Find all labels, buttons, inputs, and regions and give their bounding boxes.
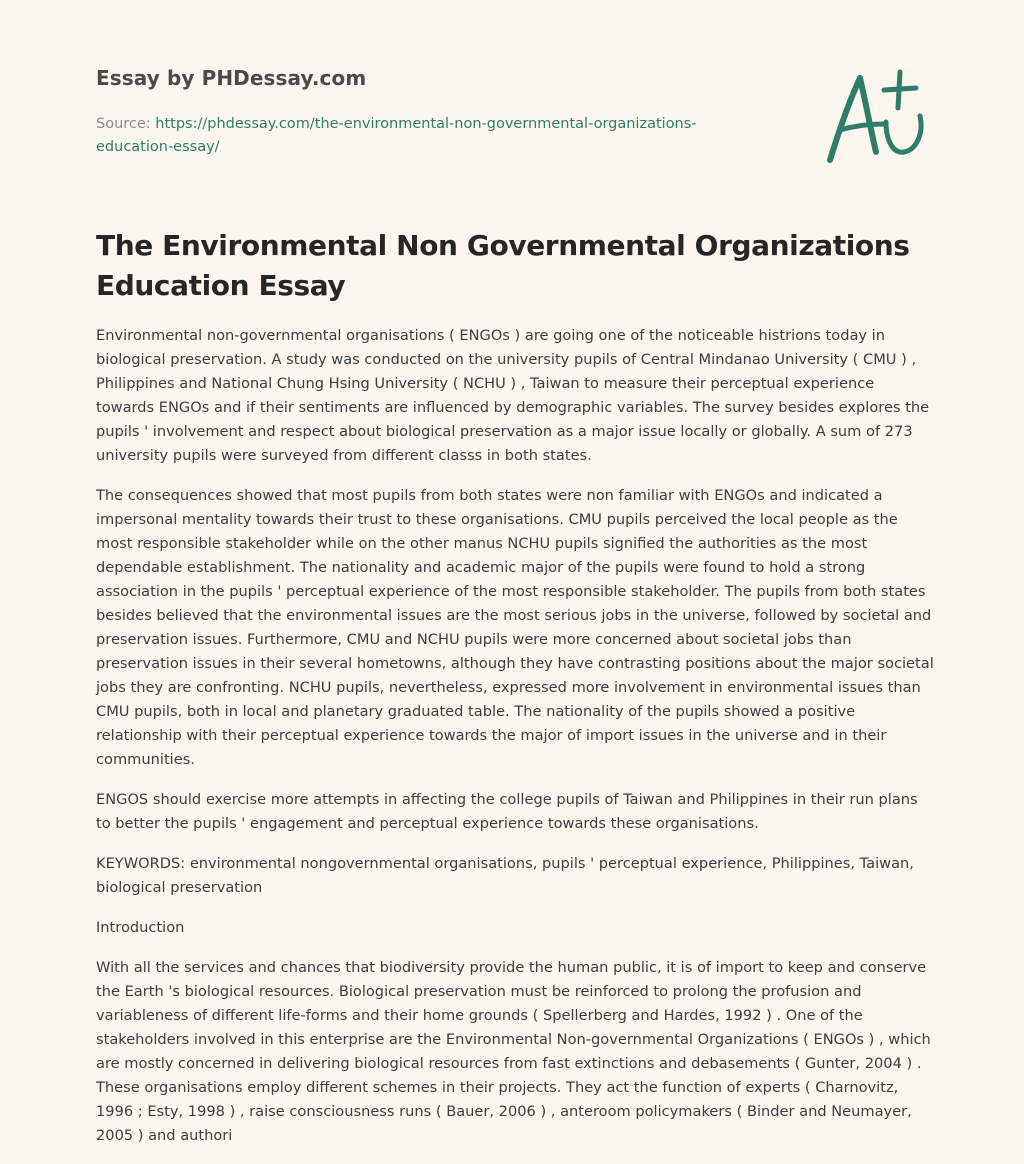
paragraph: Environmental non-governmental organisations ( ENGOs ) are going one of the noticeable histrions today in biological preservation. A study was conducted on the university pupils of Central Mindanao University ( CMU ) , Philippines and National Chung Hsing University ( NCHU ) , Taiwan to measure their perceptual experience towards ENGOs and if their sentiments are influenced by demographic variables. The survey besides explores the pupils ' involvement and respect about biological preservation as a major issue locally or globally. A sum of 273 university pupils were surveyed from different classs in both states.	[96, 327, 930, 464]
article-body	[96, 324, 936, 1164]
paragraph: The consequences showed that most pupils from both states were non familiar with ENGOs and indicated a impersonal mentality towards their trust to these organisations. CMU pupils perceived the local people as the most responsible stakeholder while on the other manus NCHU pupils signified the authorities as the most dependable establishment. The nationality and academic major of the pupils were found to hold a strong association in the pupils ' perceptual experience of the most responsible stakeholder. The pupils from both states besides believed that the environmental issues are the most serious jobs in the universe, followed by societal and preservation issues. Furthermore, CMU and NCHU pupils were more concerned about societal jobs than preservation issues in their several hometowns, although they have contrasting positions about the major societal jobs they are confronting. NCHU pupils, nevertheless, expressed more involvement in environmental issues than CMU pupils, both in local and planetary graduated table. The nationality of the pupils showed a positive relationship with their perceptual experience towards the major of import issues in the universe and in their communities.	[96, 487, 934, 768]
paragraph: With all the services and chances that biodiversity provide the human public, it is of import to keep and conserve the Earth 's biological resources. Biological preservation must be reinforced to prolong the profusion and variableness of different life-forms and their home grounds ( Spellerberg and Hardes, 1992 ) . One of the stakeholders involved in this enterprise are the Environmental Non-governmental Organizations ( ENGOs ) , which are mostly concerned in delivering biological resources from fast extinctions and debasements ( Gunter, 2004 ) . These organisations employ different schemes in their projects. They act the function of experts ( Charnovitz, 1996 ; Esty, 1998 ) , raise consciousness runs ( Bauer, 2006 ) , anteroom policymakers ( Binder and Neumayer, 2005 ) and authori	[96, 959, 931, 1144]
paragraph: ENGOS should exercise more attempts in affecting the college pupils of Taiwan and Philippines in their run plans to better the pupils ' engagement and perceptual experience towards these organisations.	[96, 791, 918, 832]
a-plus-logo-icon	[820, 64, 932, 168]
page-title: The Environmental Non Governmental Organizations Education Essay	[96, 229, 910, 302]
section-heading-introduction: Introduction	[96, 919, 185, 936]
source-label: Source:	[96, 116, 156, 132]
brand-title: Essay by PHDessay.com	[96, 66, 367, 90]
paragraph: KEYWORDS: environmental nongovernmental organisations, pupils ' perceptual experience, Philippines, Taiwan, biological preservation	[96, 855, 914, 896]
source-line	[96, 113, 736, 159]
source-link[interactable]: https://phdessay.com/the-environmental-non-governmental-organizations-education-essay/	[96, 116, 697, 155]
